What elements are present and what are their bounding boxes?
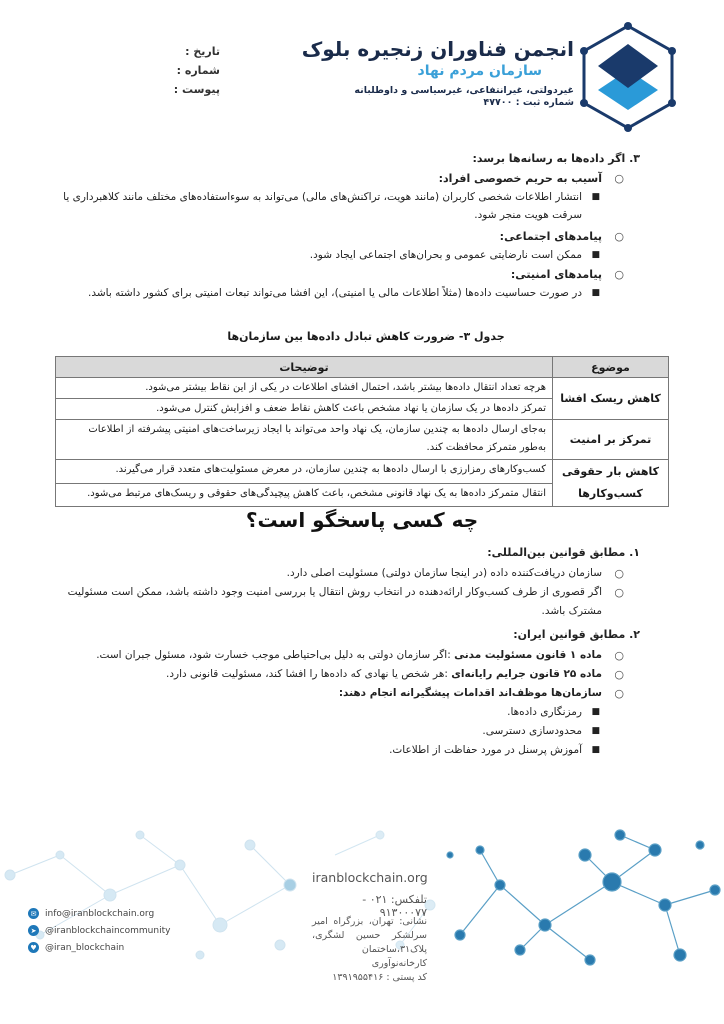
contact-twitter[interactable] [28, 939, 170, 956]
item-text: ممکن است نارضایتی عمومی و بحران‌های اجتماعی ایجاد شود. [309, 249, 582, 261]
website-link[interactable]: iranblockchain.org [312, 870, 428, 885]
table-cell-details: کسب‌وکارهای رمزارزی با ارسال داده‌ها به چندین سازمان، در معرض مسئولیت‌های متعدد قرار می‌گیرند. [56, 460, 553, 484]
circle-bullet-icon: ○ [614, 567, 624, 580]
section-media-leak [52, 150, 640, 302]
logo-hexagon-icon [578, 22, 678, 132]
org-subtitle: سازمان مردم نهاد [417, 63, 542, 79]
list-item [52, 266, 640, 284]
table-row [56, 460, 669, 484]
section-heading: ۳. اگر داده‌ها به رسانه‌ها برسد: [472, 152, 640, 165]
table-cell-details: به‌جای ارسال داده‌ها به چندین سازمان، یک نهاد واحد می‌تواند با ایجاد زیرساخت‌های امنیتی پیشرفته از اطلاعات به‌طور متمرکز محافظت کند. [56, 420, 553, 460]
list-item [40, 564, 640, 583]
table-row [56, 420, 669, 460]
circle-bullet-icon: ○ [614, 586, 624, 599]
international-heading: ۱. مطابق قوانین بین‌المللی: [487, 546, 640, 559]
contact-text: info@iranblockchain.org [45, 908, 155, 919]
law-article: ماده ۲۵ قانون جرایم رایانه‌ای [451, 668, 602, 680]
phone-number: تلفکس: ۰۲۱ - ۹۱۳۰۰۰۷۷ [362, 893, 427, 919]
table-cell-details: هرچه تعداد انتقال داده‌ها بیشتر باشد، احتمال افشای اطلاعات در یکی از این نقاط بیشتر می‌شود. [56, 378, 553, 399]
item-title: آسیب به حریم خصوصی افراد: [438, 172, 602, 185]
item-text: محدودسازی دسترسی. [482, 725, 582, 737]
postal-code: کد پستی : ۱۳۹۱۹۵۵۴۱۶ [332, 972, 427, 983]
letterhead-footer [0, 815, 724, 983]
item-title: سازمان‌ها موظف‌اند اقدامات پیشگیرانه انجام دهند: [338, 687, 602, 699]
circle-bullet-icon: ○ [614, 268, 624, 281]
table-cell-details: انتقال متمرکز داده‌ها به یک نهاد قانونی مشخص، باعث کاهش پیچیدگی‌های حقوقی و ریسک‌های مرتبط می‌شود. [56, 483, 553, 507]
data-table [55, 356, 669, 507]
iran-heading: ۲. مطابق قوانین ایران: [513, 628, 640, 641]
table-cell-topic: تمرکز بر امنیت [553, 420, 669, 460]
attachment-label: پیوست : [173, 83, 220, 96]
list-item [40, 741, 640, 760]
item-text: اگر قصوری از طرف کسب‌وکار ارائه‌دهنده در انتخاب روش انتقال یا بررسی امنیت وجود داشته باشد، ممکن است مسئولیت مشترک باشد. [67, 586, 602, 617]
address-text: نشانی: تهران، بزرگراه امیر سرلشکر حسین لشگری، پلاک۳۱،ساختمان کارخانه‌نوآوری [312, 916, 427, 969]
org-description: غیردولتی، غیرانتفاعی، غیرسیاسی و داوطلبانه [354, 85, 574, 96]
registration-number: شماره ثبت : ۴۷۷۰۰ [483, 97, 574, 108]
list-item [52, 228, 640, 246]
item-text: در صورت حساسیت داده‌ها (مثلاً اطلاعات مالی یا امنیتی)، این افشا می‌تواند تبعات امنیتی برای کشور داشته باشد. [88, 287, 582, 299]
table-header-row [56, 357, 669, 378]
contact-text: @iranblockchaincommunity [45, 925, 171, 936]
twitter-icon: ♥ [28, 942, 39, 953]
list-item [40, 646, 640, 665]
item-text: آموزش پرسنل در مورد حفاظت از اطلاعات. [389, 744, 582, 756]
square-bullet-icon: ■ [591, 707, 600, 717]
table-cell-topic: کاهش ریسک افشا [553, 378, 669, 420]
address [312, 915, 427, 985]
list-item [40, 684, 640, 703]
contact-text: @iran_blockchain [45, 942, 125, 953]
column-header-details: توضیحات [56, 357, 553, 378]
table-caption: جدول ۳- ضرورت کاهش تبادل داده‌ها بین سازمان‌ها [227, 330, 505, 343]
list-item [40, 583, 640, 621]
item-text: :اگر سازمان دولتی به دلیل بی‌احتیاطی موجب خسارت شود، مسئول جبران است. [96, 649, 455, 661]
responsibility-title: چه کسی پاسخگو است؟ [245, 508, 479, 532]
item-text: سازمان دریافت‌کننده داده (در اینجا سازمان دولتی) مسئولیت اصلی دارد. [286, 567, 602, 579]
letterhead [0, 0, 724, 140]
item-text: انتشار اطلاعات شخصی کاربران (مانند هویت، تراکنش‌های مالی) می‌تواند به سوءاستفاده‌های مختلف مانند کلاهبرداری یا سرقت هویت منجر شود. [63, 191, 582, 221]
circle-bullet-icon: ○ [614, 687, 624, 700]
contact-telegram[interactable] [28, 922, 170, 939]
list-item [40, 722, 640, 741]
item-title: پیامدهای امنیتی: [510, 268, 602, 281]
circle-bullet-icon: ○ [614, 649, 624, 662]
item-text: رمزنگاری داده‌ها. [507, 706, 582, 718]
list-item [52, 246, 640, 264]
org-name: انجمن فناوران زنجیره بلوک [301, 37, 574, 61]
table-row [56, 378, 669, 399]
list-item [52, 188, 640, 224]
table-cell-topic: کاهش بار حقوقی کسب‌وکارها [553, 460, 669, 507]
list-item [52, 170, 640, 188]
contact-list [28, 905, 170, 956]
column-header-topic: موضوع [553, 357, 669, 378]
square-bullet-icon: ■ [591, 726, 600, 736]
contact-email[interactable] [28, 905, 170, 922]
number-label: شماره : [176, 64, 220, 77]
table-cell-details: تمرکز داده‌ها در یک سازمان یا نهاد مشخص باعث کاهش نقاط ضعف و افزایش کنترل می‌شود. [56, 399, 553, 420]
square-bullet-icon: ■ [591, 288, 600, 298]
date-label: تاریخ : [185, 45, 220, 58]
square-bullet-icon: ■ [591, 745, 600, 755]
square-bullet-icon: ■ [591, 250, 600, 260]
circle-bullet-icon: ○ [614, 172, 624, 185]
circle-bullet-icon: ○ [614, 668, 624, 681]
circle-bullet-icon: ○ [614, 230, 624, 243]
organization-info [302, 36, 574, 109]
email-icon: ✉ [28, 908, 39, 919]
list-item [40, 665, 640, 684]
letter-meta [140, 42, 220, 99]
section-responsibility [40, 543, 640, 760]
list-item [52, 284, 640, 302]
item-title: پیامدهای اجتماعی: [499, 230, 602, 243]
law-article: ماده ۱ قانون مسئولیت مدنی [454, 649, 602, 661]
square-bullet-icon: ■ [591, 192, 600, 202]
list-item [40, 703, 640, 722]
telegram-icon: ➤ [28, 925, 39, 936]
item-text: :هر شخص یا نهادی که داده‌ها را افشا کند، مسئولیت قانونی دارد. [166, 668, 452, 680]
